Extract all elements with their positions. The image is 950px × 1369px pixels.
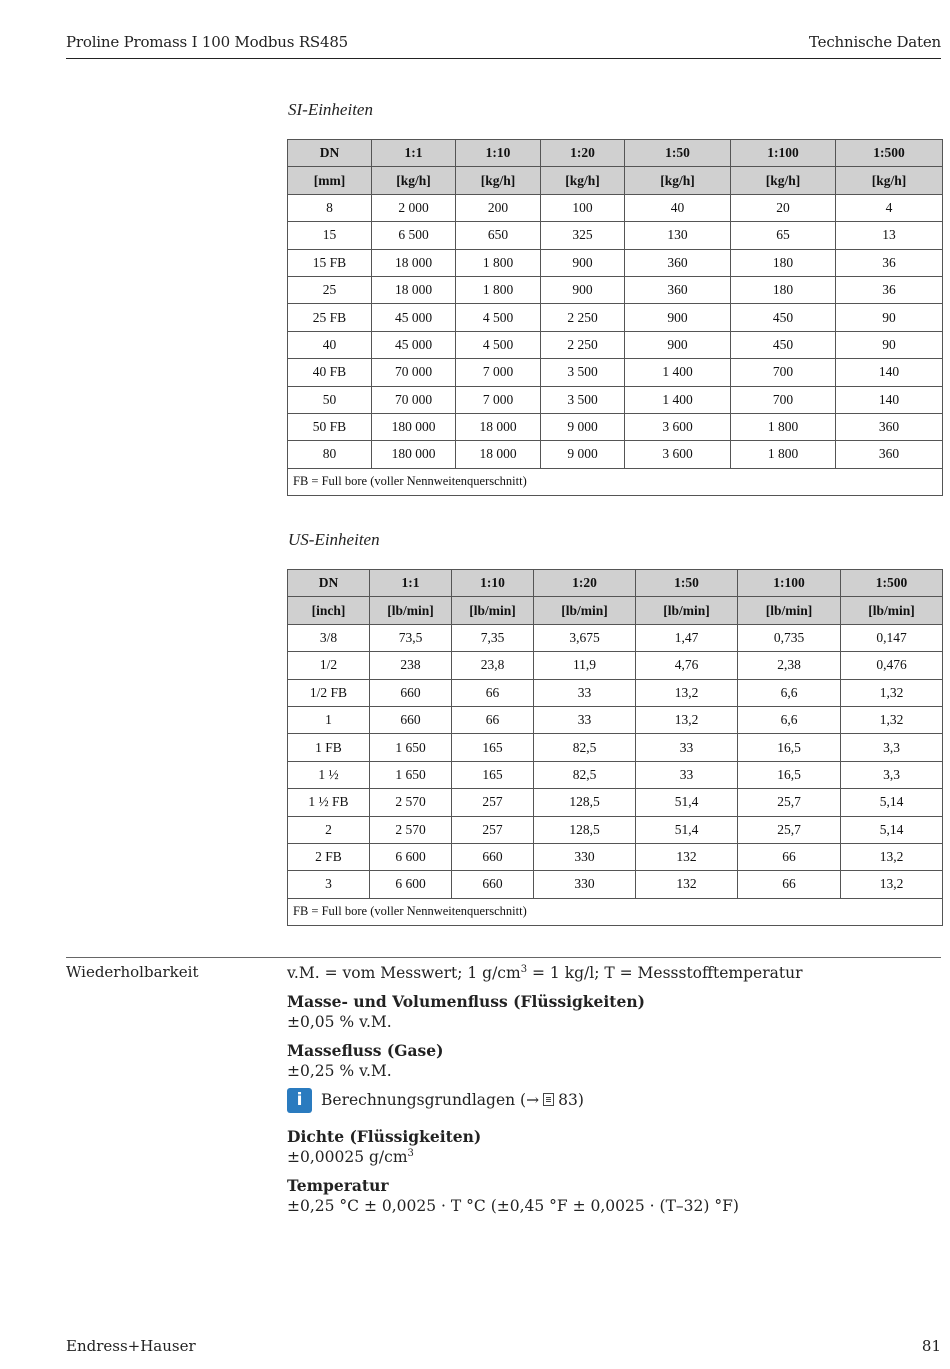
unit-header: [lb/min]: [370, 597, 452, 624]
calculation-basis-note: [287, 1086, 937, 1114]
table-cell: 15 FB: [288, 249, 372, 276]
table-cell: 1 FB: [288, 734, 370, 761]
table-cell: 700: [731, 386, 836, 413]
table-cell: 6,6: [738, 679, 841, 706]
table-cell: 3,3: [841, 734, 943, 761]
page-header: [66, 33, 941, 59]
table-cell: 128,5: [534, 789, 636, 816]
table-cell: 0,147: [841, 624, 943, 651]
table-cell: 51,4: [636, 789, 738, 816]
table-cell: 1: [288, 706, 370, 733]
table-cell: 13,2: [841, 843, 943, 870]
table-cell: 900: [541, 249, 625, 276]
table-cell: 4,76: [636, 652, 738, 679]
table-cell: 7 000: [456, 386, 541, 413]
si-units-table: [287, 139, 943, 496]
table-row: [288, 789, 943, 816]
table-cell: 257: [452, 816, 534, 843]
table-footnote: FB = Full bore (voller Nennweitenquerschnitt): [288, 468, 943, 495]
table-cell: 257: [452, 789, 534, 816]
table-cell: 18 000: [456, 441, 541, 468]
unit-header: [kg/h]: [836, 167, 943, 194]
table-row: [288, 624, 943, 651]
table-row: [288, 194, 943, 221]
table-cell: 165: [452, 761, 534, 788]
table-cell: 3 600: [625, 441, 731, 468]
table-cell: 1 800: [731, 441, 836, 468]
mass-flow-gas-heading: Massefluss (Gase): [287, 1041, 444, 1060]
table-cell: 13,2: [636, 679, 738, 706]
column-header: 1:10: [452, 570, 534, 597]
table-cell: 2 FB: [288, 843, 370, 870]
table-cell: 3 600: [625, 413, 731, 440]
table-cell: 25,7: [738, 789, 841, 816]
temperature-value: ±0,25 °C ± 0,0025 · T °C (±0,45 °F ± 0,0025 · (T–32) °F): [287, 1197, 739, 1215]
table-cell: 1/2: [288, 652, 370, 679]
page-number: 81: [921, 1337, 941, 1355]
table-cell: 25: [288, 276, 372, 303]
column-header: 1:20: [541, 140, 625, 167]
table-cell: 25 FB: [288, 304, 372, 331]
table-cell: 16,5: [738, 734, 841, 761]
table-cell: 165: [452, 734, 534, 761]
unit-header: [kg/h]: [456, 167, 541, 194]
table-cell: 23,8: [452, 652, 534, 679]
table-cell: 200: [456, 194, 541, 221]
table-row: [288, 359, 943, 386]
table-cell: 9 000: [541, 413, 625, 440]
unit-header: [kg/h]: [625, 167, 731, 194]
unit-header: [lb/min]: [534, 597, 636, 624]
table-cell: 238: [370, 652, 452, 679]
table-cell: 1,32: [841, 679, 943, 706]
table-cell: 18 000: [372, 276, 456, 303]
table-cell: 66: [452, 706, 534, 733]
column-header: 1:20: [534, 570, 636, 597]
column-header: 1:100: [738, 570, 841, 597]
table-row: [288, 276, 943, 303]
table-cell: 6 500: [372, 222, 456, 249]
mass-volume-flow-heading: Masse- und Volumenfluss (Flüssigkeiten): [287, 992, 645, 1011]
table-cell: 2 570: [370, 816, 452, 843]
table-header-row: [288, 140, 943, 167]
table-cell: 13,2: [636, 706, 738, 733]
footer-company: Endress+Hauser: [66, 1337, 196, 1355]
table-cell: 1 650: [370, 734, 452, 761]
density-value: ±0,00025 $g/cm^3$: [287, 1148, 414, 1166]
column-header: 1:500: [841, 570, 943, 597]
table-footnote-row: [288, 898, 943, 925]
table-cell: 1,32: [841, 706, 943, 733]
table-row: [288, 441, 943, 468]
us-units-table: [287, 569, 943, 926]
table-cell: 45 000: [372, 331, 456, 358]
table-cell: 90: [836, 331, 943, 358]
table-cell: 128,5: [534, 816, 636, 843]
table-cell: 70 000: [372, 359, 456, 386]
table-cell: 36: [836, 276, 943, 303]
table-cell: 6 600: [370, 843, 452, 870]
table-cell: 16,5: [738, 761, 841, 788]
table-footnote: FB = Full bore (voller Nennweitenquerschnitt): [288, 898, 943, 925]
table-cell: 33: [636, 761, 738, 788]
table-cell: 33: [534, 706, 636, 733]
table-cell: 360: [836, 441, 943, 468]
table-cell: 450: [731, 304, 836, 331]
repeatability-content: [287, 963, 937, 1217]
table-cell: 132: [636, 871, 738, 898]
table-cell: 360: [625, 249, 731, 276]
table-cell: 90: [836, 304, 943, 331]
table-cell: 66: [738, 843, 841, 870]
table-cell: 330: [534, 871, 636, 898]
table-row: [288, 706, 943, 733]
si-units-title: SI-Einheiten: [288, 100, 373, 119]
table-cell: 82,5: [534, 734, 636, 761]
table-cell: 51,4: [636, 816, 738, 843]
table-cell: 330: [534, 843, 636, 870]
table-cell: 660: [370, 706, 452, 733]
table-row: [288, 304, 943, 331]
table-row: [288, 249, 943, 276]
table-cell: 1 400: [625, 359, 731, 386]
table-cell: 66: [738, 871, 841, 898]
table-cell: 7 000: [456, 359, 541, 386]
calculation-basis-link[interactable]: Berechnungsgrundlagen (→ 83): [321, 1091, 584, 1109]
table-cell: 660: [370, 679, 452, 706]
column-header: DN: [288, 570, 370, 597]
table-cell: 18 000: [372, 249, 456, 276]
table-cell: 360: [836, 413, 943, 440]
page-reference-icon: [543, 1093, 554, 1106]
table-cell: 130: [625, 222, 731, 249]
table-cell: 3,675: [534, 624, 636, 651]
table-cell: 1/2 FB: [288, 679, 370, 706]
table-cell: 13,2: [841, 871, 943, 898]
table-cell: 700: [731, 359, 836, 386]
table-cell: 3,3: [841, 761, 943, 788]
table-cell: 1 800: [456, 276, 541, 303]
table-cell: 180 000: [372, 413, 456, 440]
column-header: 1:100: [731, 140, 836, 167]
density-heading: Dichte (Flüssigkeiten): [287, 1127, 482, 1146]
unit-header: [lb/min]: [738, 597, 841, 624]
table-cell: 2 250: [541, 304, 625, 331]
table-cell: 4 500: [456, 304, 541, 331]
us-units-title: US-Einheiten: [288, 530, 380, 549]
table-cell: 660: [452, 871, 534, 898]
table-units-row: [288, 167, 943, 194]
table-cell: 7,35: [452, 624, 534, 651]
table-cell: 140: [836, 386, 943, 413]
table-cell: 2: [288, 816, 370, 843]
table-cell: 450: [731, 331, 836, 358]
unit-header: [lb/min]: [841, 597, 943, 624]
repeatability-intro: v.M. = vom Messwert; 1 $g/cm^3 = 1$ kg/l; T = Messstofftemperatur: [287, 964, 803, 982]
table-cell: 2 250: [541, 331, 625, 358]
table-cell: 140: [836, 359, 943, 386]
unit-header: [kg/h]: [372, 167, 456, 194]
table-row: [288, 843, 943, 870]
table-cell: 660: [452, 843, 534, 870]
table-cell: 40 FB: [288, 359, 372, 386]
mass-volume-flow-value: ±0,05 % v.M.: [287, 1013, 392, 1031]
table-cell: 6,6: [738, 706, 841, 733]
table-cell: 900: [625, 331, 731, 358]
table-cell: 50: [288, 386, 372, 413]
table-cell: 82,5: [534, 761, 636, 788]
table-cell: 132: [636, 843, 738, 870]
table-cell: 0,735: [738, 624, 841, 651]
table-cell: 4: [836, 194, 943, 221]
table-cell: 25,7: [738, 816, 841, 843]
table-cell: 360: [625, 276, 731, 303]
column-header: 1:500: [836, 140, 943, 167]
table-cell: 33: [636, 734, 738, 761]
header-document-title: Proline Promass I 100 Modbus RS485: [66, 33, 349, 51]
table-cell: 2 570: [370, 789, 452, 816]
table-cell: 33: [534, 679, 636, 706]
table-cell: 66: [452, 679, 534, 706]
table-cell: 180 000: [372, 441, 456, 468]
header-section-title: Technische Daten: [809, 33, 941, 51]
table-row: [288, 222, 943, 249]
table-header-row: [288, 570, 943, 597]
table-cell: 20: [731, 194, 836, 221]
table-cell: 18 000: [456, 413, 541, 440]
table-cell: 70 000: [372, 386, 456, 413]
table-cell: 900: [625, 304, 731, 331]
table-cell: 11,9: [534, 652, 636, 679]
unit-header: [mm]: [288, 167, 372, 194]
table-cell: 5,14: [841, 816, 943, 843]
table-units-row: [288, 597, 943, 624]
table-cell: 3 500: [541, 359, 625, 386]
table-cell: 36: [836, 249, 943, 276]
table-cell: 1 650: [370, 761, 452, 788]
table-cell: 3 500: [541, 386, 625, 413]
table-row: [288, 413, 943, 440]
repeatability-label: Wiederholbarkeit: [66, 963, 199, 981]
info-icon: i: [287, 1088, 312, 1113]
table-row: [288, 761, 943, 788]
table-cell: 13: [836, 222, 943, 249]
column-header: DN: [288, 140, 372, 167]
table-cell: 900: [541, 276, 625, 303]
table-cell: 1,47: [636, 624, 738, 651]
table-cell: 50 FB: [288, 413, 372, 440]
unit-header: [kg/h]: [541, 167, 625, 194]
table-cell: 0,476: [841, 652, 943, 679]
table-cell: 1 800: [731, 413, 836, 440]
table-cell: 5,14: [841, 789, 943, 816]
table-cell: 325: [541, 222, 625, 249]
table-footnote-row: [288, 468, 943, 495]
column-header: 1:50: [625, 140, 731, 167]
table-cell: 3: [288, 871, 370, 898]
table-cell: 180: [731, 249, 836, 276]
section-divider: [66, 957, 941, 958]
table-row: [288, 816, 943, 843]
table-cell: 180: [731, 276, 836, 303]
table-cell: 650: [456, 222, 541, 249]
unit-header: [lb/min]: [452, 597, 534, 624]
temperature-heading: Temperatur: [287, 1176, 389, 1195]
table-cell: 2,38: [738, 652, 841, 679]
table-cell: 100: [541, 194, 625, 221]
table-cell: 3/8: [288, 624, 370, 651]
table-cell: 4 500: [456, 331, 541, 358]
column-header: 1:1: [372, 140, 456, 167]
table-row: [288, 734, 943, 761]
table-row: [288, 871, 943, 898]
table-cell: 1 800: [456, 249, 541, 276]
table-row: [288, 331, 943, 358]
column-header: 1:1: [370, 570, 452, 597]
table-cell: 2 000: [372, 194, 456, 221]
table-cell: 9 000: [541, 441, 625, 468]
table-cell: 1 ½: [288, 761, 370, 788]
table-cell: 40: [625, 194, 731, 221]
table-cell: 80: [288, 441, 372, 468]
table-cell: 65: [731, 222, 836, 249]
table-cell: 6 600: [370, 871, 452, 898]
table-cell: 1 ½ FB: [288, 789, 370, 816]
table-cell: 40: [288, 331, 372, 358]
table-cell: 73,5: [370, 624, 452, 651]
column-header: 1:10: [456, 140, 541, 167]
table-row: [288, 679, 943, 706]
column-header: 1:50: [636, 570, 738, 597]
table-row: [288, 652, 943, 679]
table-cell: 45 000: [372, 304, 456, 331]
table-row: [288, 386, 943, 413]
table-cell: 15: [288, 222, 372, 249]
unit-header: [lb/min]: [636, 597, 738, 624]
unit-header: [inch]: [288, 597, 370, 624]
mass-flow-gas-value: ±0,25 % v.M.: [287, 1062, 392, 1080]
table-cell: 1 400: [625, 386, 731, 413]
table-cell: 8: [288, 194, 372, 221]
unit-header: [kg/h]: [731, 167, 836, 194]
